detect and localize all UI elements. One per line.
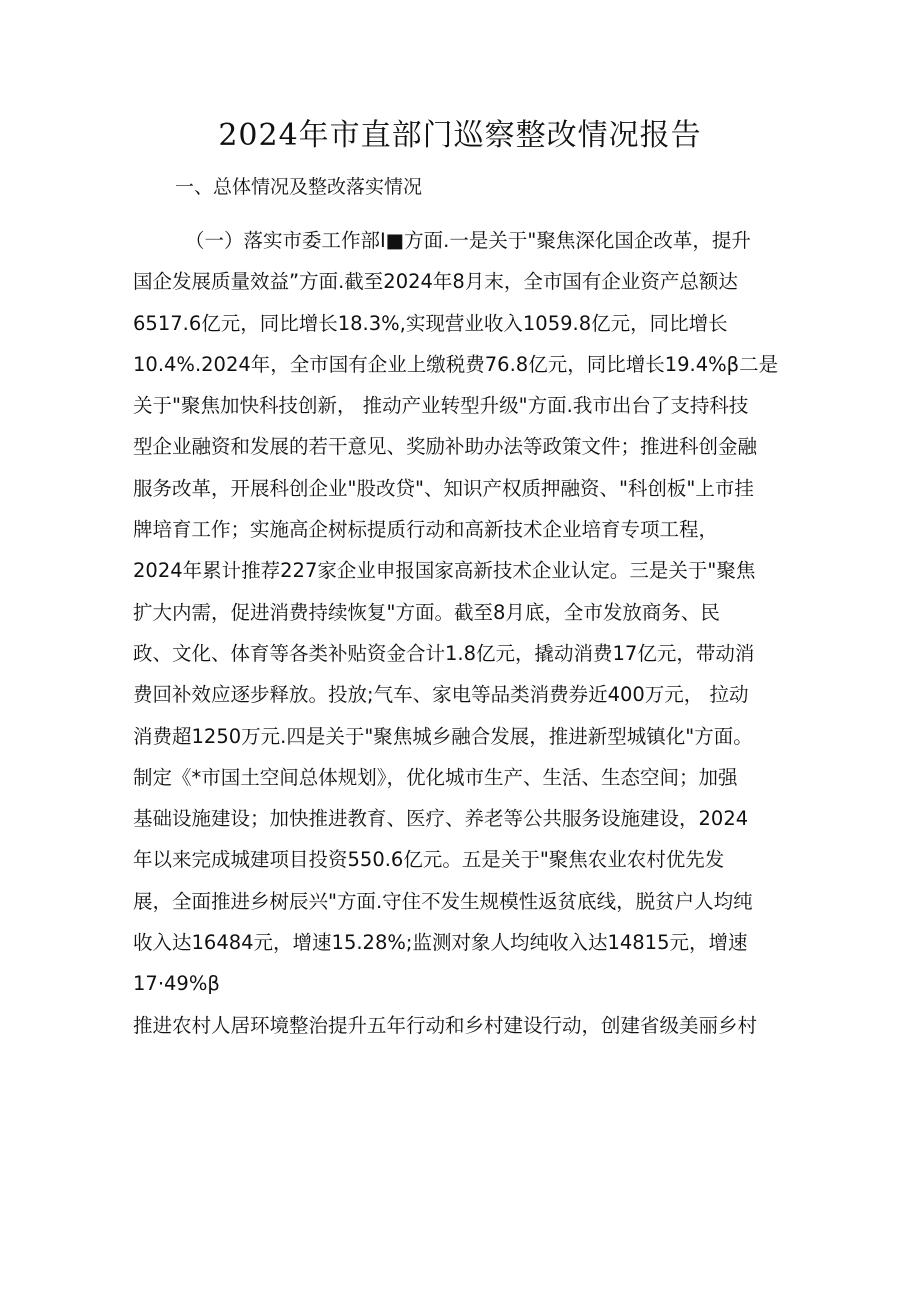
text-line: 国企发展质量效益”方面.截至2024年8月末，全市国有企业资产总额达 xyxy=(133,270,738,294)
text-line: 基础设施建设；加快推进教育、医疗、养老等公共服务设施建设，2024 xyxy=(133,807,749,831)
text-line: 关于"聚焦加快科技创新， 推动产业转型升级"方面.我市出台了支持科技 xyxy=(133,394,749,418)
text-line: 2024年累计推荐227家企业申报国家高新技术企业认定。三是关于"聚焦 xyxy=(133,559,756,583)
text-line: 型企业融资和发展的若干意见、奖励补助办法等政策文件；推进科创金融 xyxy=(133,435,758,459)
text-line: 消费超1250万元.四是关于"聚焦城乡融合发展，推进新型城镇化"方面。 xyxy=(133,724,753,748)
text-line: 年以来完成城建项目投资550.6亿元。五是关于"聚焦农业农村优先发 xyxy=(133,848,725,872)
section-heading: 一、总体情况及整改落实情况 xyxy=(175,176,423,198)
text-line: 政、文化、体育等各类补贴资金合计1.8亿元，撬动消费17亿元，带动消 xyxy=(133,641,755,665)
text-line: 推进农村人居环境整治提升五年行动和乡村建设行动，创建省级美丽乡村 xyxy=(133,1013,758,1037)
text-line: 制定《*市国土空间总体规划》，优化城市生产、生活、生态空间；加强 xyxy=(133,765,738,789)
text-line: 牌培育工作；实施高企树标提质行动和高新技术企业培育专项工程， xyxy=(133,518,719,542)
text-line: 服务改革，开展科创企业"股改贷"、知识产权质押融资、"科创板"上市挂 xyxy=(133,476,754,500)
body-paragraph xyxy=(133,220,793,1046)
text-line: （一）落实市委工作部I■方面.一是关于"聚焦深化国企改革，提升 xyxy=(185,229,751,252)
text-line: 收入达16484元，增速15.28%;监测对象人均纯收入达14815元，增速 xyxy=(133,931,748,955)
text-line: 17·49%β xyxy=(133,972,220,996)
text-line: 10.4%.2024年，全市国有企业上缴税费76.8亿元，同比增长19.4%β二是 xyxy=(133,352,779,376)
document-title: 2024年市直部门巡察整改情况报告 xyxy=(218,118,702,153)
text-line: 费回补效应逐步释放。投放;气车、家电等品类消费券近400万元， 拉动 xyxy=(133,683,749,707)
text-line: 6517.6亿元，同比增长18.3%,实现营业收入1059.8亿元，同比增长 xyxy=(133,311,728,335)
text-line: 扩大内需，促进消费持续恢复"方面。截至8月底，全市发放商务、民 xyxy=(133,600,720,624)
text-line: 展，全面推进乡树辰兴"方面.守住不发生规模性返贫底线，脱贫户人均纯 xyxy=(133,889,753,913)
